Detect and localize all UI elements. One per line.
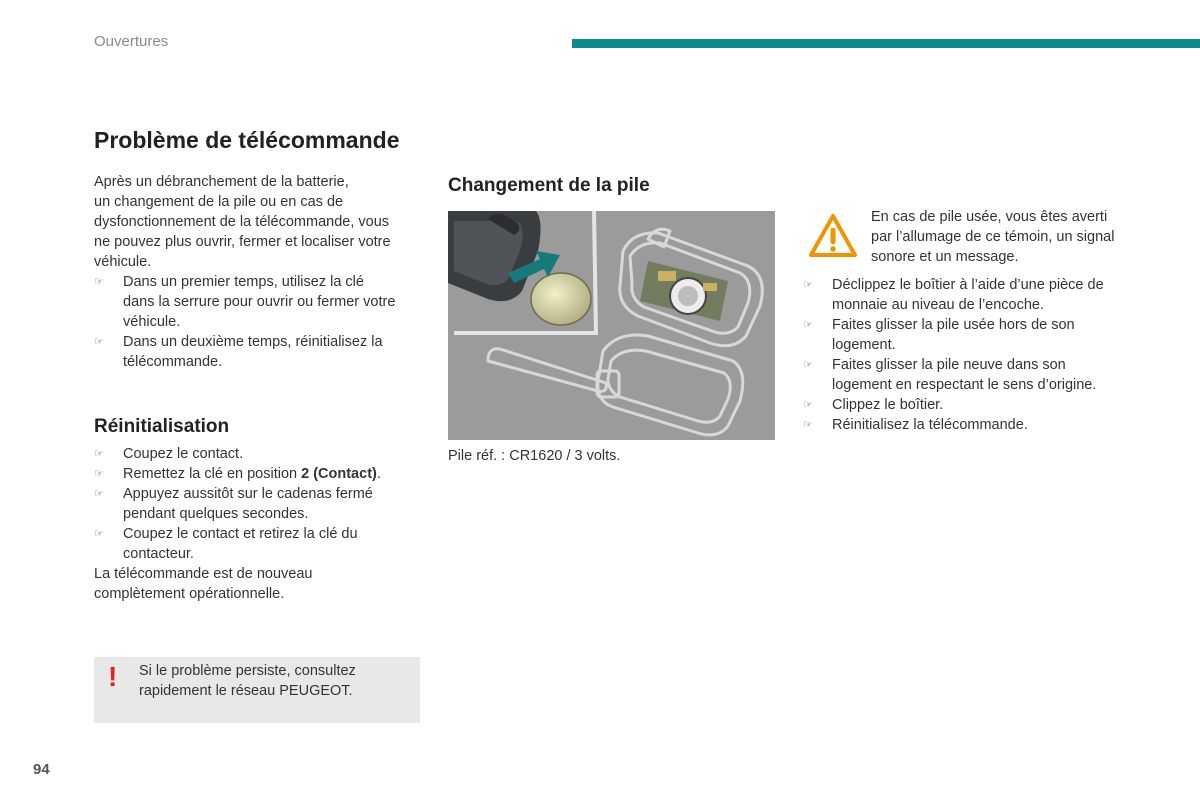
- coin-battery: [531, 273, 591, 325]
- reinit-steps: [94, 444, 424, 564]
- pointing-hand-icon: ☞: [94, 488, 104, 500]
- reinit-block: [94, 444, 424, 604]
- contact-position: 2 (Contact): [301, 466, 377, 482]
- list-item: ☞ Faites glisser la pile usée hors de son logement.: [803, 317, 1075, 353]
- battery-steps: [803, 275, 1133, 435]
- battery-caption: Pile réf. : CR1620 / 3 volts.: [448, 448, 621, 464]
- section-color-bar: [572, 39, 1200, 48]
- list-item: ☞ Réinitialisez la télécommande.: [803, 417, 1028, 433]
- list-item: ☞ Remettez la clé en position 2 (Contact).: [94, 466, 381, 482]
- exclamation-icon: !: [108, 661, 118, 692]
- reinit-title: Réinitialisation: [94, 416, 230, 437]
- list-item: ☞ Dans un premier temps, utilisez la clé dans la serrure pour ouvrir ou fermer votre véhicule.: [94, 274, 396, 330]
- list-item: ☞ Déclippez le boîtier à l’aide d’une pièce de monnaie au niveau de l’encoche.: [803, 277, 1104, 313]
- pointing-hand-icon: ☞: [94, 276, 104, 288]
- pointing-hand-icon: ☞: [94, 336, 104, 348]
- intro-paragraph: Après un débranchement de la batterie, un changement de la pile ou en cas de dysfonctionnement de la télécommande, vous ne pouvez plus ouvrir, fermer et localiser votre véhicule.: [94, 174, 391, 270]
- section-label: Ouvertures: [94, 33, 169, 50]
- note-box: [94, 657, 420, 723]
- key-battery-illustration: [448, 211, 775, 440]
- pointing-hand-icon: ☞: [94, 448, 104, 460]
- pointing-hand-icon: ☞: [94, 528, 104, 540]
- list-item: ☞ Clippez le boîtier.: [803, 397, 944, 413]
- intro-bullets: [94, 272, 424, 372]
- reinit-closing: La télécommande est de nouveau complètement opérationnelle.: [94, 566, 313, 602]
- pointing-hand-icon: ☞: [803, 319, 813, 331]
- battery-title: Changement de la pile: [448, 175, 650, 196]
- list-item: ☞ Coupez le contact et retirez la clé du contacteur.: [94, 526, 358, 562]
- note-text: Si le problème persiste, consultez rapidement le réseau PEUGEOT.: [139, 663, 356, 699]
- list-item: ☞ Appuyez aussitôt sur le cadenas fermé pendant quelques secondes.: [94, 486, 373, 522]
- pointing-hand-icon: ☞: [803, 419, 813, 431]
- intro-block: [94, 172, 424, 372]
- pointing-hand-icon: ☞: [803, 399, 813, 411]
- page-title: Problème de télécommande: [94, 127, 400, 153]
- pointing-hand-icon: ☞: [94, 468, 104, 480]
- warning-text: En cas de pile usée, vous êtes averti par l’allumage de ce témoin, un signal sonore et un message.: [871, 209, 1115, 265]
- pointing-hand-icon: ☞: [803, 359, 813, 371]
- warning-icon: [808, 213, 858, 259]
- list-item: ☞ Coupez le contact.: [94, 446, 244, 462]
- list-item: ☞ Faites glisser la pile neuve dans son logement en respectant le sens d’origine.: [803, 357, 1097, 393]
- list-item: ☞ Dans un deuxième temps, réinitialisez la télécommande.: [94, 334, 383, 370]
- pointing-hand-icon: ☞: [803, 279, 813, 291]
- key-illustration: [448, 211, 775, 440]
- page-number: 94: [33, 761, 50, 778]
